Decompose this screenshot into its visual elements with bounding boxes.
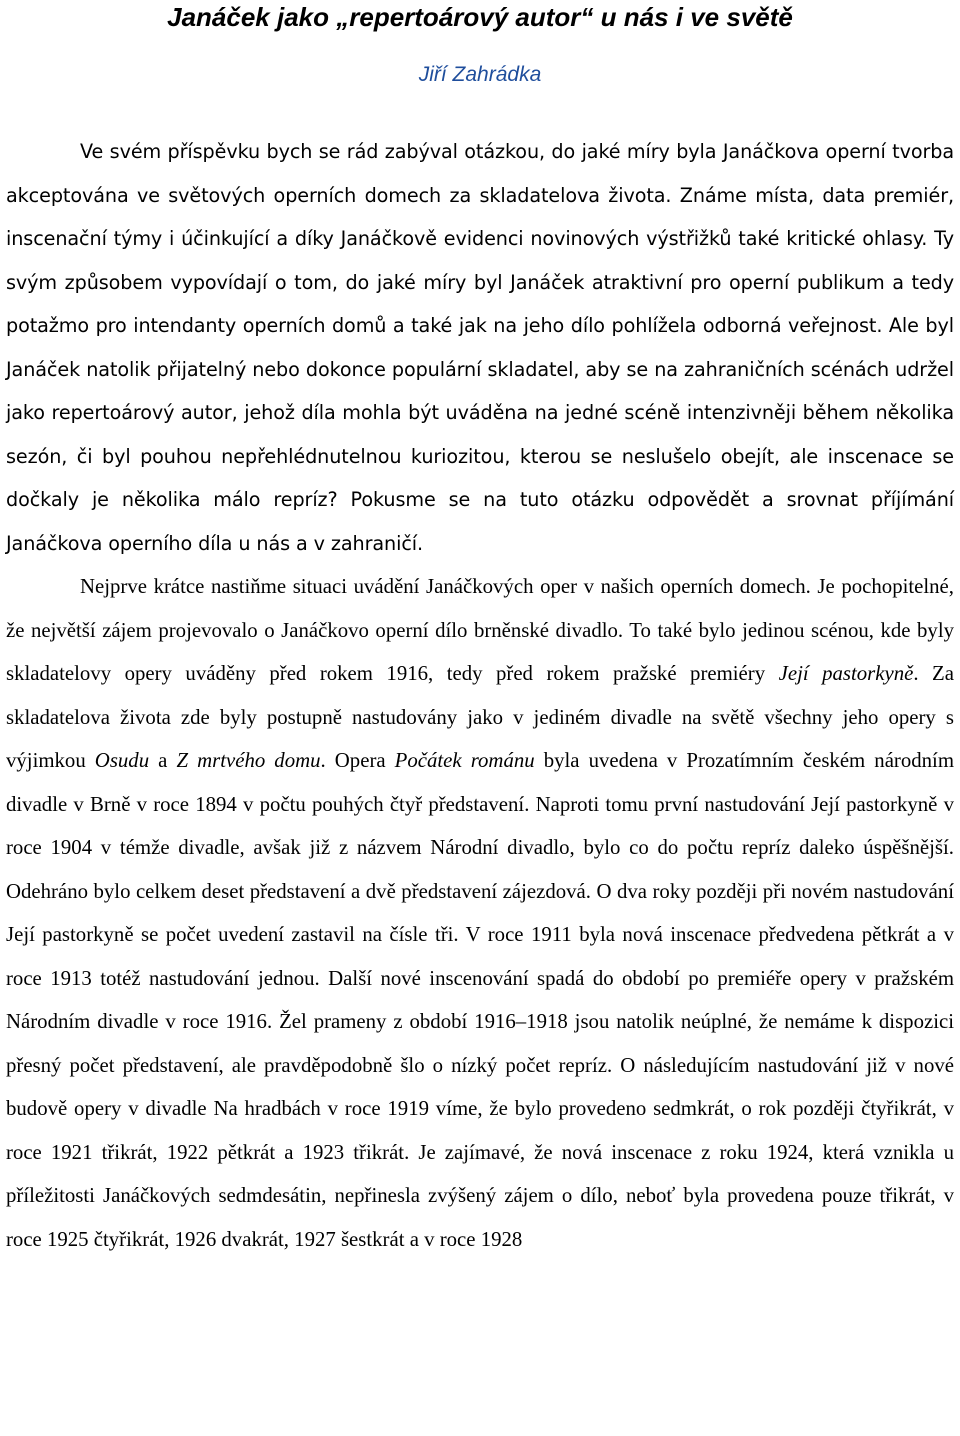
document-title: Janáček jako „repertoárový autor“ u nás i ve světě — [167, 2, 793, 32]
opera-title-osud: Osudu — [94, 749, 150, 772]
opera-title-pocatek-romanu: Počátek románu — [394, 749, 535, 772]
paragraph-text-segment: Nejprve krátce nastiňme situaci uvádění Janáčkových oper v našich operních domech. Je pochopitelné, že největší zájem projevovalo o Janáčkovo operní dílo brněnské divadlo. To také bylo jedinou scénou, kde byly skladatelovy opery uváděny před rokem 1916, tedy před rokem pražské premiéry — [6, 575, 954, 685]
paragraph-text-segment: . Opera — [320, 749, 395, 772]
paragraph-brno-history — [6, 565, 954, 1261]
author-name: Jiří Zahrádka — [418, 63, 542, 86]
paragraph-text-segment: . Za skladatelova života zde byly postupně nastudovány jako v jediném divadle na světě všechny jeho opery s výjimkou — [6, 662, 954, 772]
paragraph-text-segment: byla uvedena v Prozatímním českém národním divadle v Brně v roce 1894 v počtu pouhých čtyř představení. Naproti tomu první nastudování Její pastorkyně v roce 1904 v témže divadle, avšak již z názvem Národní divadlo, bylo co do počtu repríz daleko úspěšnější. Odehráno bylo celkem deset představení a dvě představení zájezdová. O dva roky později při novém nastudování Její pastorkyně se počet uvedení zastavil na čísle tři. V roce 1911 byla nová inscenace předvedena pětkrát a v roce 1913 totéž nastudování jednou. Další nové inscenování spadá do období po premiéře opery v pražském Národním divadle v roce 1916. Žel prameny z období 1916–1918 jsou natolik neúplné, že nemáme k dispozici přesný počet představení, ale pravděpodobně šlo o nízký počet repríz. O následujícím nastudování již v nové budově opery v divadle Na hradbách v roce 1919 víme, že bylo provedeno sedmkrát, o rok později čtyřikrát, v roce 1921 třikrát, 1922 pětkrát a 1923 třikrát. Je zajímavé, že nová inscenace z roku 1924, která vznikla u příležitosti Janáčkových sedmdesátin, nepřinesla zvýšený zájem o dílo, neboť byla provedena pouze třikrát, v roce 1925 čtyřikrát, 1926 dvakrát, 1927 šestkrát a v roce 1928 — [6, 749, 955, 1251]
paragraph-intro: Ve svém příspěvku bych se rád zabýval otázkou, do jaké míry byla Janáčkova operní tvorba akceptována ve světových operních domech za skladatelova života. Známe místa, data premiér, inscenační týmy i účinkující a díky Janáčkově evidenci novinových výstřižků také kritické ohlasy. Ty svým způsobem vypovídají o tom, do jaké míry byl Janáček atraktivní pro operní publikum a tedy potažmo pro intendanty operních domů a také jak na jeho dílo pohlížela odborná veřejnost. Ale byl Janáček natolik přijatelný nebo dokonce populární skladatel, aby se na zahraničních scénách udržel jako repertoárový autor, jehož díla mohla být uváděna na jedné scéně intenzivněji během několika sezón, či byl pouhou nepřehlédnutelnou kuriozitou, kterou se neslušelo obejít, ale inscenace se dočkaly je několika málo repríz? Pokusme se na tuto otázku odpovědět a srovnat příjímání Janáčkova operního díla u nás a v zahraničí. — [6, 140, 954, 555]
opera-title-z-mrtveho-domu: Z mrtvého domu — [176, 749, 321, 772]
opera-title-jeji-pastorkyne: Její pastorkyně — [778, 662, 914, 685]
paragraph-text-segment: a — [149, 749, 177, 772]
article-body — [6, 130, 954, 1261]
